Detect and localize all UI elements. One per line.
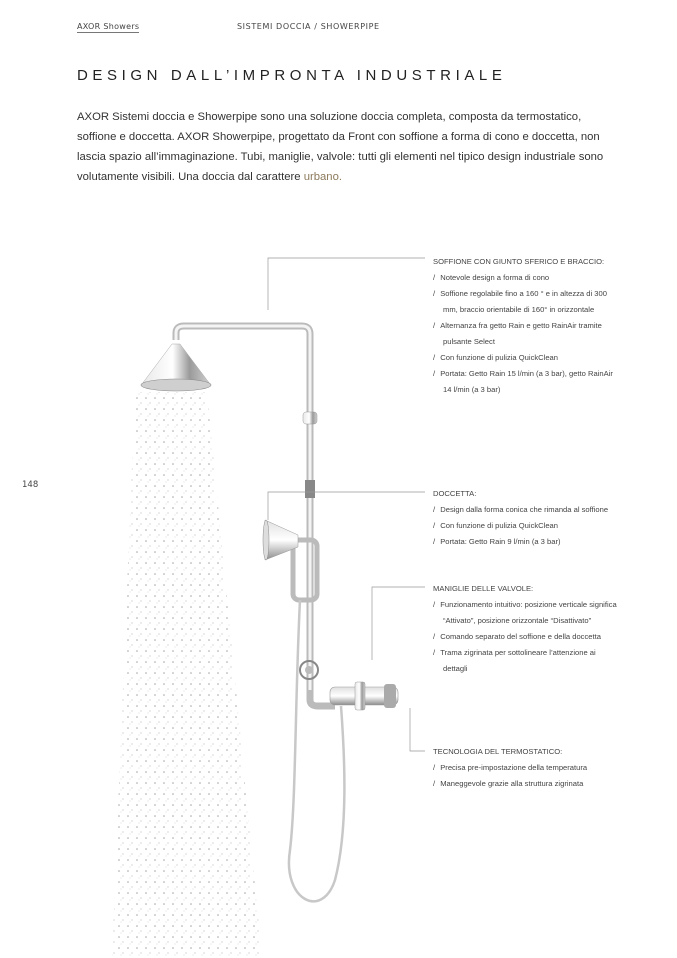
section-title: SISTEMI DOCCIA / SHOWERPIPE (237, 22, 380, 31)
feature-shower-head (433, 254, 618, 398)
intro-text: AXOR Sistemi doccia e Showerpipe sono una soluzione doccia completa, composta da termostatico, soffione e doccetta. AXOR Showerpipe, progettato da Front con soffione a forma di cono e doccetta, non lascia spazio all’immaginazione. Tubi, maniglie, valvole: tutti gli elementi nel tipico design industriale sono volutamente visibili. Una doccia dal carattere (77, 111, 604, 183)
feature-item: / Portata: Getto Rain 9 l/min (a 3 bar) (433, 534, 618, 550)
feature-item: / Comando separato del soffione e della doccetta (433, 629, 618, 645)
page-title: DESIGN DALL’IMPRONTA INDUSTRIALE (77, 67, 507, 84)
water-spray (112, 392, 262, 958)
feature-item: / Maneggevole grazie alla struttura zigrinata (433, 776, 618, 792)
leader-lines (268, 258, 425, 751)
feature-heading: DOCCETTA: (433, 489, 477, 498)
feature-item: / Portata: Getto Rain 15 l/min (a 3 bar), getto RainAir 14 l/min (a 3 bar) (433, 366, 618, 398)
page-number: 148 (22, 480, 39, 490)
feature-item: / Notevole design a forma di cono (433, 270, 618, 286)
feature-item: / Con funzione di pulizia QuickClean (433, 518, 618, 534)
intro-accent: urbano. (303, 171, 343, 183)
feature-heading: SOFFIONE CON GIUNTO SFERICO E BRACCIO: (433, 257, 605, 266)
shower-hose (289, 600, 344, 901)
feature-item: / Design dalla forma conica che rimanda al soffione (433, 502, 618, 518)
feature-heading: MANIGLIE DELLE VALVOLE: (433, 584, 534, 593)
brand-link[interactable]: AXOR Showers (77, 22, 140, 31)
feature-heading: TECNOLOGIA DEL TERMOSTATICO: (433, 747, 563, 756)
feature-hand-shower (433, 486, 618, 550)
feature-item: / Alternanza fra getto Rain e getto RainAir tramite pulsante Select (433, 318, 618, 350)
feature-item: / Trama zigrinata per sottolineare l’attenzione ai dettagli (433, 645, 618, 677)
feature-item: / Precisa pre-impostazione della temperatura (433, 760, 618, 776)
shower-head-icon (142, 344, 210, 384)
feature-item: / Soffione regolabile fino a 160 ° e in altezza di 300 mm, braccio orientabile di 160° in orizzontale (433, 286, 618, 318)
feature-thermostat (433, 744, 618, 792)
feature-valve-handles (433, 581, 618, 677)
feature-item: / Funzionamento intuitivo: posizione verticale significa “Attivato”, posizione orizzontale “Disattivato” (433, 597, 618, 629)
feature-item: / Con funzione di pulizia QuickClean (433, 350, 618, 366)
